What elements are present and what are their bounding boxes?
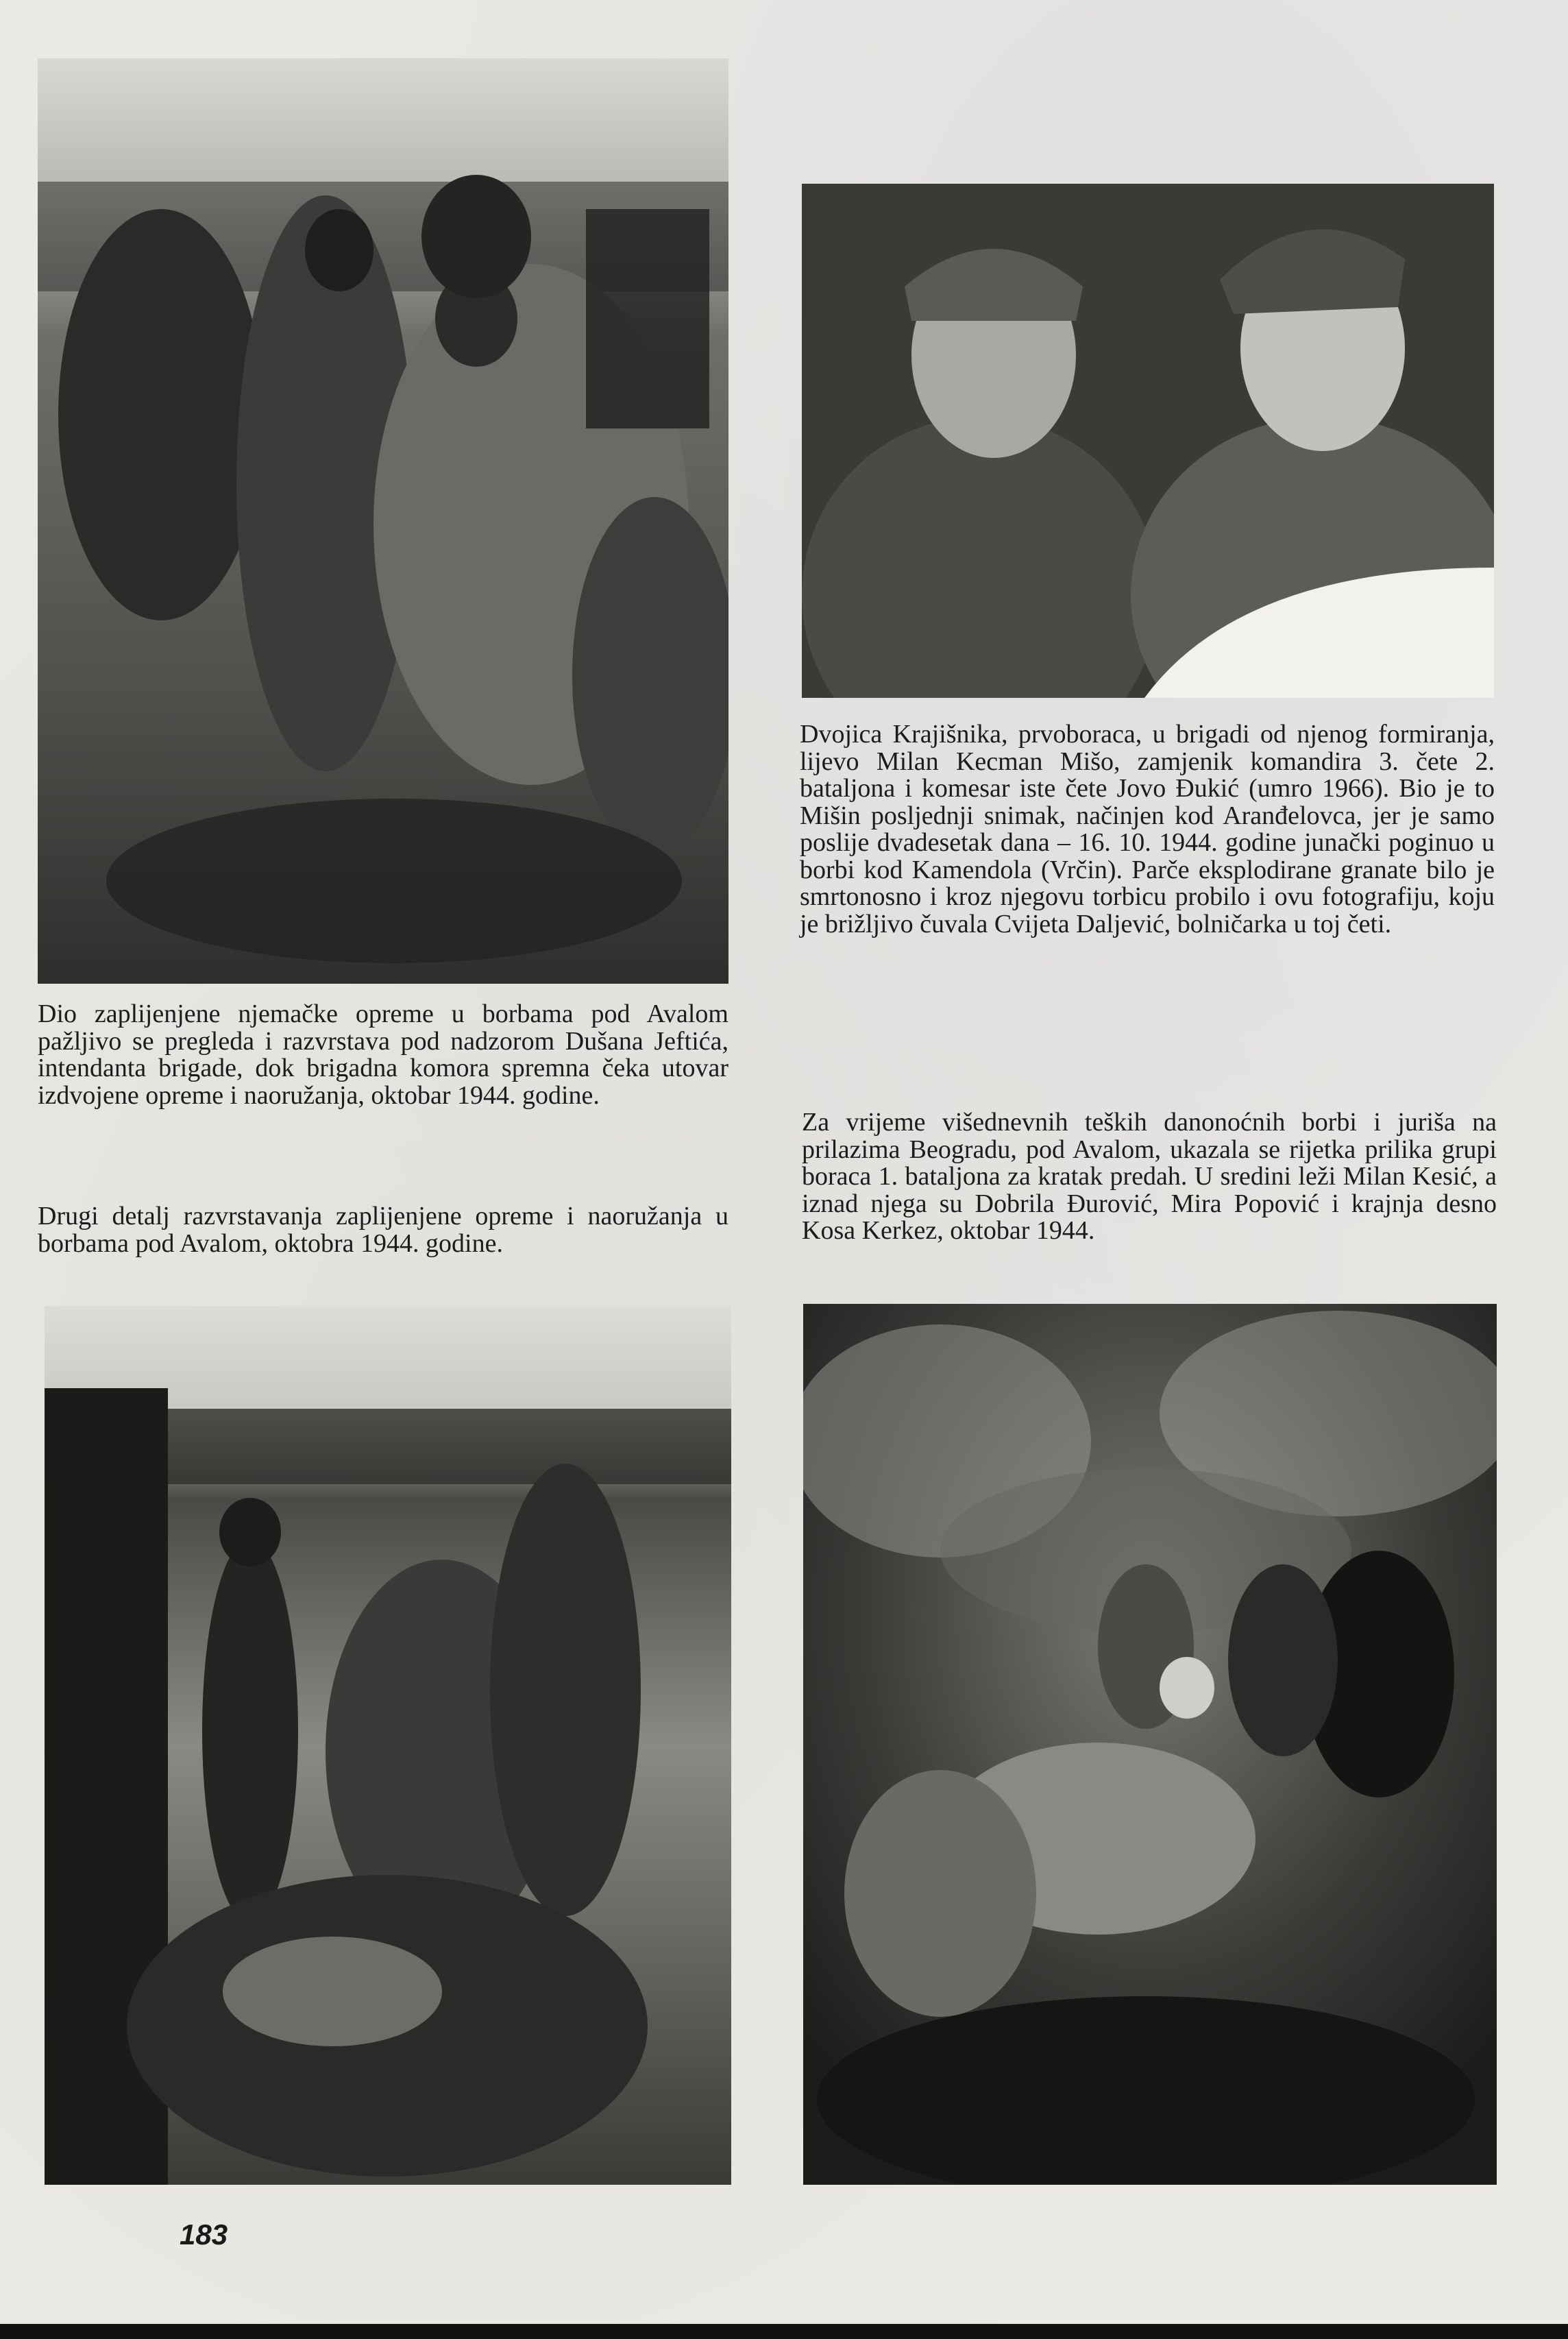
caption-two-soldiers — [800, 721, 1495, 938]
page-number: 183 — [180, 2218, 228, 2251]
caption-text: Za vrijeme višednevnih teških danonoćnih borbi i juriša na prilazima Beogradu, pod Avalom, ukazala se rijetka prilika grupi boraca 1. bataljona za kratak predah. U sredini leži Milan Kesić, a iznad njega su Dobrila Đurović, Mira Popović i krajnja desno Kosa Kerkez, oktobar 1944. — [802, 1108, 1497, 1245]
photo-equipment-detail — [45, 1306, 731, 2185]
caption-text: Dio zaplijenjene njemačke opreme u borbama pod Avalom pažljivo se pregleda i razvrstava pod nadzorom Dušana Jeftića, intendanta brigade, dok brigadna komora spremna čeka utovar izdvojene opreme i naoružanja, oktobar 1944. godine. — [38, 999, 728, 1110]
photo-two-soldiers-portrait — [802, 184, 1494, 698]
caption-equipment-detail — [38, 1203, 728, 1257]
caption-text: Dvojica Krajišnika, prvoboraca, u brigadi od njenog formiranja, lijevo Milan Kecman Mišo, zamjenik komandira 3. čete 2. bataljona i komesar iste čete Jovo Đukić (umro 1966). Bio je to Mišin posljednji snimak, načinjen kod Aranđelovca, jer je samo poslije dvadesetak dana – 16. 10. 1944. godine junački poginuo u borbi kod Kamendola (Vrčin). Parče eksplodirane granate bilo je smrtonosno i kroz njegovu torbicu probilo i ovu fotografiju, koju je brižljivo čuvala Cvijeta Daljević, bolničarka u toj četi. — [800, 720, 1495, 938]
photo-equipment-sorting — [38, 58, 728, 984]
scan-edge — [0, 2324, 1568, 2339]
caption-fighters-rest — [802, 1109, 1497, 1245]
caption-equipment-sorting — [38, 1001, 728, 1109]
caption-text: Drugi detalj razvrstavanja zaplijenjene opreme i naoružanja u borbama pod Avalom, oktobra 1944. godine. — [38, 1202, 728, 1258]
photo-fighters-rest — [803, 1304, 1497, 2185]
